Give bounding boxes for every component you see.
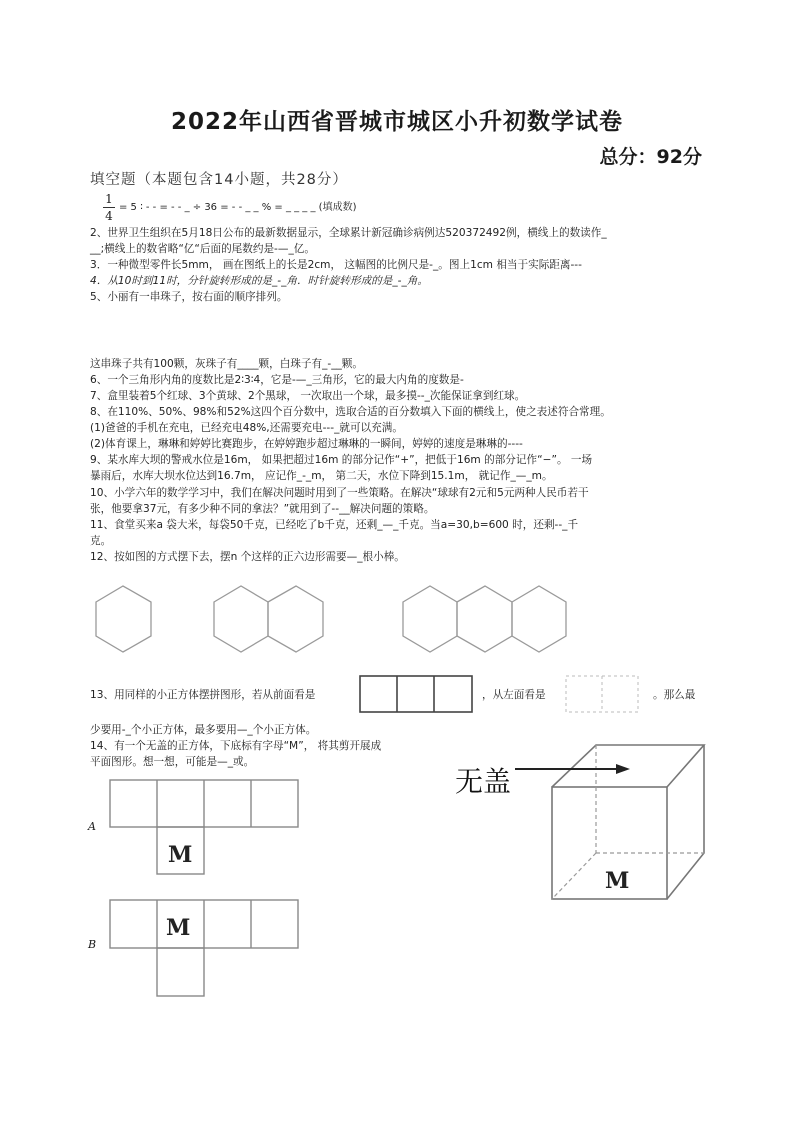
hexagon-figures [96,586,566,652]
hexagon-1 [96,586,151,652]
question-10-line-2: 张，他要拿37元，有多少种不同的拿法？”就用到了--__解决问题的策略。 [90,503,435,515]
hexagon-3a [403,586,457,652]
net-option-a [110,780,298,874]
net-option-b [110,900,298,996]
left-view-figure [566,676,638,712]
question-13-line-2: 少要用-_个小正方体，最多要用—_个小正方体。 [90,724,317,736]
total-score: 总分：92分 [599,146,702,168]
question-9-line-1: 9、某水库大坝的警戒水位是16m， 如果把超过16m 的部分记作“+”，把低于16m 的部分记作“−”。 一场 [90,454,593,466]
hexagon-3c [512,586,566,652]
question-1: = 5 ∶ - - = - - _ ÷ 36 = - - _ _ % = _ _ _ _ (填成数) [119,202,357,213]
cube-letter-m: M [605,868,630,894]
question-11-line-2: 克。 [90,535,112,547]
no-lid-label: 无盖 [455,765,512,798]
question-6: 6、一个三角形内角的度数比是2∶3∶4，它是-—_三角形，它的最大内角的度数是- [90,374,464,386]
question-8-line-3: (2)体育课上，琳琳和婷婷比赛跑步，在婷婷跑步超过琳琳的一瞬间，婷婷的速度是琳琳的---- [90,438,523,450]
question-14-line-2: 平面图形。想一想，可能是—_或。 [90,756,255,768]
question-12: 12、按如图的方式摆下去，摆n 个这样的正六边形需要—_根小棒。 [90,551,405,563]
question-7: 7、盒里装着5个红球、3个黄球、2个黑球， 一次取出一个球，最多摸--_次能保证拿到红球。 [90,390,526,402]
question-8-line-2: (1)爸爸的手机在充电，已经充电48%,还需要充电---_就可以充满。 [90,422,403,434]
question-5: 5、小丽有一串珠子，按右面的顺序排列。 [90,291,288,303]
option-a-label: A [88,820,96,833]
hexagon-2b [268,586,323,652]
question-4: 4．从10时到11时，分针旋转形成的是_-_角．时针旋转形成的是_-_角。 [90,275,428,287]
question-11-line-1: 11、食堂买来a 袋大米，每袋50千克，已经吃了b千克，还剩_—_千克。当a=30,b=600 时，还剩--_千 [90,519,579,531]
fraction-numerator: 1 [105,192,113,206]
hexagon-3b [457,586,512,652]
question-13-part-1: 13、用同样的小正方体摆拼图形，若从前面看是 [90,689,316,701]
question-13-part-3: 。那么最 [653,689,696,701]
fraction-denominator: 4 [105,209,113,223]
question-5-continued: 这串珠子共有100颗，灰珠子有____颗，白珠子有_-__颗。 [90,358,363,370]
question-14-line-1: 14、有一个无盖的正方体，下底标有字母“M”， 将其剪开展成 [90,740,382,752]
net-a-letter-m: M [168,842,193,868]
question-9-line-2: 暴雨后，水库大坝水位达到16.7m， 应记作_-_m， 第二天，水位下降到15.1m， 就记作_—_m。 [90,470,553,482]
front-view-figure [360,676,472,712]
question-3: 3．一种微型零件长5mm， 画在图纸上的长是2cm， 这幅图的比例尺是-_。图上1cm 相当于实际距离--- [90,259,582,271]
question-8-line-1: 8、在110%、50%、98%和52%这四个百分数中，选取合适的百分数填入下面的横线上，使之表述符合常理。 [90,406,611,418]
section-heading: 填空题（本题包含14小题，共28分） [90,172,348,188]
question-13-part-2: ，从左面看是 [482,689,546,701]
question-2-line-1: 2、世界卫生组织在5月18日公布的最新数据显示，全球累计新冠确诊病例达520372492例，横线上的数读作_ [90,227,607,239]
net-b-letter-m: M [166,915,191,941]
arrow-icon [515,764,630,774]
hexagon-2a [214,586,268,652]
question-2-line-2: __;横线上的数省略“亿“后面的尾数约是-—_亿。 [90,243,315,255]
exam-title: 2022年山西省晋城市城区小升初数学试卷 [170,109,623,135]
question-10-line-1: 10、小学六年的数学学习中，我们在解决问题时用到了一些策略。在解决“球球有2元和5元两种人民币若干 [90,487,589,499]
option-b-label: B [88,938,97,951]
